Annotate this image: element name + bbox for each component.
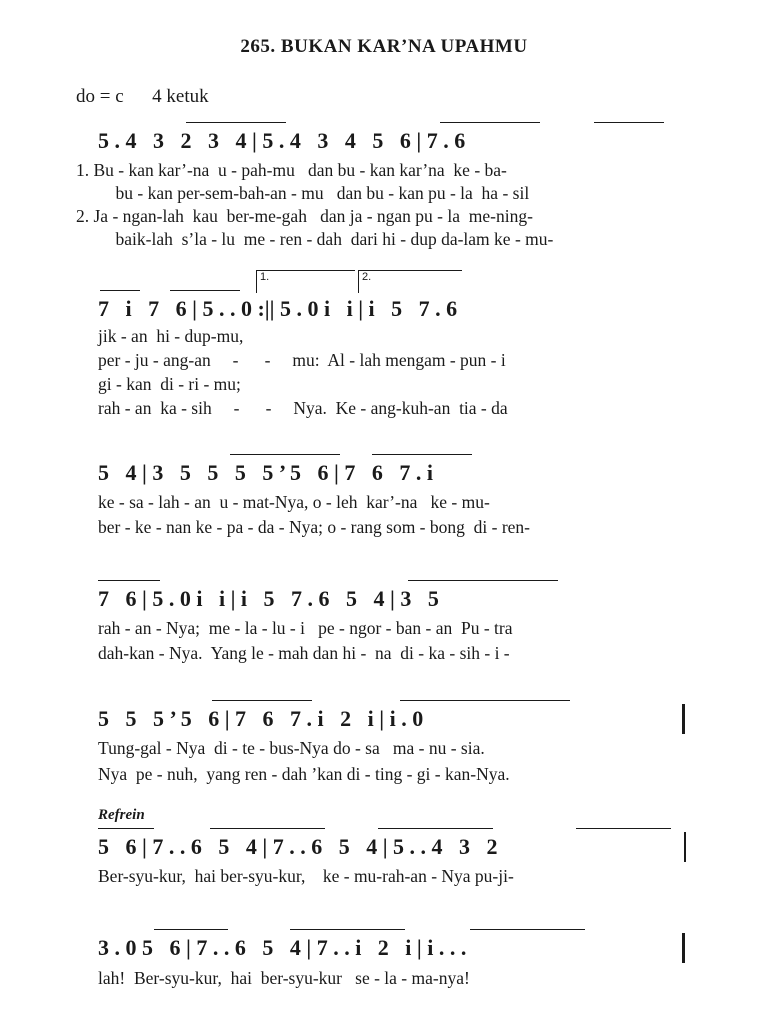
lyric-line-2-a: jik - an hi - dup-mu,	[98, 326, 244, 346]
lyric-line-4-a: rah - an - Nya; me - la - lu - i pe - ngor - ban - an Pu - tra	[98, 618, 513, 638]
lyric-line-1-verse-1b: bu - kan per-sem-bah-an - mu dan bu - kan pu - la ha - sil	[98, 183, 530, 203]
beam	[154, 929, 228, 930]
lyric-line-5-b: Nya pe - nuh, yang ren - dah ’kan di - ting - gi - kan-Nya.	[98, 764, 510, 784]
beam	[98, 828, 154, 829]
lyric-line-1-verse-2a: 2. Ja - ngan-lah kau ber-me-gah dan ja - ngan pu - la me-ning-	[76, 206, 533, 226]
notation-refrain-1: 5 6 | 7 . . 6 5 4 | 7 . . 6 5 4 | 5 . . 4 3 2	[98, 834, 498, 859]
refrain-barline	[684, 832, 686, 862]
beam	[212, 700, 312, 701]
beam	[400, 700, 570, 701]
notation-line-4: 7 6 | 5 . 0 i i | i 5 7 . 6 5 4 | 3 5	[98, 586, 439, 611]
beam	[408, 580, 558, 581]
beam	[230, 454, 340, 455]
key-signature: do = c 4 ketuk	[76, 86, 209, 107]
lyric-line-2-d: rah - an ka - sih - - Nya. Ke - ang-kuh-an tia - da	[98, 398, 508, 418]
notation-line-1: 5 . 4 3 2 3 4 | 5 . 4 3 4 5 6 | 7 . 6	[98, 128, 466, 153]
beam	[594, 122, 664, 123]
beam	[378, 828, 493, 829]
beam	[576, 828, 671, 829]
lyric-line-5-a: Tung-gal - Nya di - te - bus-Nya do - sa ma - nu - sia.	[98, 738, 485, 758]
volta-first-ending: 1.	[256, 270, 355, 293]
notation-line-5: 5 5 5 ’ 5 6 | 7 6 7 . i 2 i | i . 0	[98, 706, 424, 731]
beam	[98, 580, 160, 581]
final-barline	[682, 704, 685, 734]
lyric-line-2-c: gi - kan di - ri - mu;	[98, 374, 241, 394]
refrain-final-barline	[682, 933, 685, 963]
notation-line-2: 7 i 7 6 | 5 . . 0 :|| 5 . 0 i i | i 5 7 . 6	[98, 296, 458, 321]
lyric-refrain-2: lah! Ber-syu-kur, hai ber-syu-kur se - la - ma-nya!	[98, 968, 470, 988]
lyric-line-4-b: dah-kan - Nya. Yang le - mah dan hi - na di - ka - sih - i -	[98, 643, 510, 663]
beam	[210, 828, 325, 829]
lyric-line-3-a: ke - sa - lah - an u - mat-Nya, o - leh kar’-na ke - mu-	[98, 492, 490, 512]
page-title: 265. BUKAN KAR’NA UPAHMU	[240, 36, 528, 57]
lyric-refrain-1: Ber-syu-kur, hai ber-syu-kur, ke - mu-rah-an - Nya pu-ji-	[98, 866, 514, 886]
beam	[186, 122, 286, 123]
lyric-line-1-verse-2b: baik-lah s’la - lu me - ren - dah dari hi - dup da-lam ke - mu-	[98, 229, 554, 249]
lyric-line-3-b: ber - ke - nan ke - pa - da - Nya; o - rang som - bong di - ren-	[98, 517, 530, 537]
lyric-line-2-b: per - ju - ang-an - - mu: Al - lah mengam - pun - i	[98, 350, 506, 370]
refrain-label: Refrein	[98, 807, 145, 823]
beam	[470, 929, 585, 930]
beam	[440, 122, 540, 123]
beam	[290, 929, 405, 930]
notation-line-3: 5 4 | 3 5 5 5 5 ’ 5 6 | 7 6 7 . i	[98, 460, 433, 485]
lyric-line-1-verse-1a: 1. Bu - kan kar’-na u - pah-mu dan bu - kan kar’na ke - ba-	[76, 160, 507, 180]
beam	[100, 290, 140, 291]
notation-refrain-2: 3 . 0 5 6 | 7 . . 6 5 4 | 7 . . i 2 i | i . . .	[98, 935, 467, 960]
beam	[372, 454, 472, 455]
volta-second-ending: 2.	[358, 270, 462, 293]
beam	[170, 290, 240, 291]
